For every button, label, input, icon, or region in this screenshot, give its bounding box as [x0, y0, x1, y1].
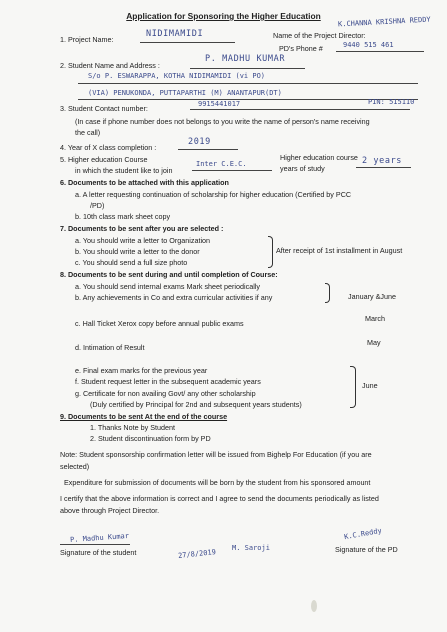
contact-label: 3. Student Contact number: [60, 104, 148, 113]
section-8b-timing: January &June [348, 292, 396, 301]
section-8c-timing: March [365, 314, 385, 323]
student-name-underline [190, 68, 305, 69]
pd-phone-underline [336, 51, 424, 52]
director-label: Name of the Project Director: [273, 31, 366, 40]
student-name-value: P. MADHU KUMAR [205, 54, 286, 64]
year-label: 4. Year of X class completion : [60, 143, 157, 152]
section-8efg-brace [350, 366, 356, 408]
section-7b: b. You should write a letter to the donor [75, 247, 200, 256]
address-line-1: S/o P. ESWARAPPA, KOTHA NIDIMAMIDI (vi PO) [88, 72, 266, 80]
contact-underline [190, 109, 410, 110]
section-8b: b. Any achievements in Co and extra curricular activities if any [75, 293, 273, 302]
section-6a: a. A letter requesting continuation of scholarship for higher education (Certified by PCC [75, 190, 352, 199]
punch-hole-mark [311, 600, 317, 612]
note-expenditure: Expenditure for submission of documents will be born by the student from his sponsored amount [64, 478, 371, 487]
section-7a: a. You should write a letter to Organization [75, 236, 211, 245]
section-8e: e. Final exam marks for the previous year [75, 366, 208, 375]
year-underline [178, 149, 238, 150]
form-title: Application for Sponsoring the Higher Education [126, 11, 321, 21]
years-label-2: years of study [280, 164, 325, 173]
course-label-2: in which the student like to join [75, 166, 173, 175]
years-value: 2 years [362, 156, 403, 166]
years-label: Higher education course [280, 153, 358, 162]
pin-value: PIN: 515110 [368, 98, 415, 106]
section-8efg-timing: June [362, 381, 378, 390]
section-9-item-1: 1. Thanks Note by Student [90, 423, 175, 432]
address-underline-2 [78, 99, 418, 100]
section-6a-cont: /PD) [90, 201, 105, 210]
section-8-heading: 8. Documents to be sent during and until completion of Course: [60, 270, 278, 279]
student-name-label: 2. Student Name and Address : [60, 61, 160, 70]
student-signature: P. Madhu Kumar [69, 531, 130, 545]
address-underline-1 [78, 83, 418, 84]
section-6b: b. 10th class mark sheet copy [75, 212, 171, 221]
pd-phone-label: PD's Phone # [279, 44, 323, 53]
witness-signature: M. Saroji [232, 544, 270, 552]
student-signature-label: Signature of the student [60, 548, 137, 557]
note-confirmation: Note: Student sponsorship confirmation letter will be issued from Bighelp For Education (if you are [60, 450, 372, 459]
section-9-item-2: 2. Student discontinuation form by PD [90, 434, 211, 443]
section-8a: a. You should send internal exams Mark sheet periodically [75, 282, 260, 291]
contact-note-2: the call) [75, 128, 101, 137]
contact-value: 9915441017 [198, 100, 241, 108]
section-6-heading: 6. Documents to be attached with this application [60, 178, 229, 187]
pd-phone-value: 9440 515 461 [343, 41, 394, 49]
year-value: 2019 [188, 137, 211, 147]
section-7-timing: After receipt of 1st installment in August [276, 246, 403, 255]
project-name-underline [140, 42, 235, 43]
years-underline [356, 167, 411, 168]
date-value: 27/8/2019 [177, 548, 217, 560]
certification-text-cont: above through Project Director. [60, 506, 160, 515]
note-confirmation-cont: selected) [60, 462, 90, 471]
section-7-brace [268, 236, 273, 268]
certification-text: I certify that the above information is correct and I agree to send the documents periodically as listed [60, 494, 379, 503]
section-8g-cont: (Duly certified by Principal for 2nd and subsequent years students) [90, 400, 302, 409]
project-name-value: NIDIMAMIDI [146, 29, 204, 39]
section-7-heading: 7. Documents to be sent after you are selected : [60, 224, 224, 233]
pd-signature-label: Signature of the PD [335, 545, 398, 554]
section-8g: g. Certificate for non availing Govt/ any other scholarship [75, 389, 256, 398]
contact-note: (In case if phone number does not belongs to you write the name of person's name receiving [75, 117, 370, 126]
address-line-2: (VIA) PENUKONDA, PUTTAPARTHI (M) ANANTAPUR(DT) [88, 89, 282, 97]
project-name-label: 1. Project Name: [60, 35, 114, 44]
section-7c: c. You should send a full size photo [75, 258, 188, 267]
course-label: 5. Higher education Course [60, 155, 148, 164]
pd-signature: K.C.Reddy [343, 526, 383, 542]
section-8ab-brace [325, 283, 330, 303]
section-8f: f. Student request letter in the subsequent academic years [75, 377, 261, 386]
section-9-heading: 9. Documents to be sent At the end of the course [60, 412, 228, 421]
section-8d: d. Intimation of Result [75, 343, 145, 352]
course-underline [192, 170, 272, 171]
student-signature-line [60, 544, 130, 545]
section-8c: c. Hall Ticket Xerox copy before annual public exams [75, 319, 244, 328]
director-value: K.CHANNA KRISHNA REDDY [337, 15, 431, 29]
section-8d-timing: May [367, 338, 381, 347]
course-value: Inter C.E.C. [196, 160, 247, 168]
